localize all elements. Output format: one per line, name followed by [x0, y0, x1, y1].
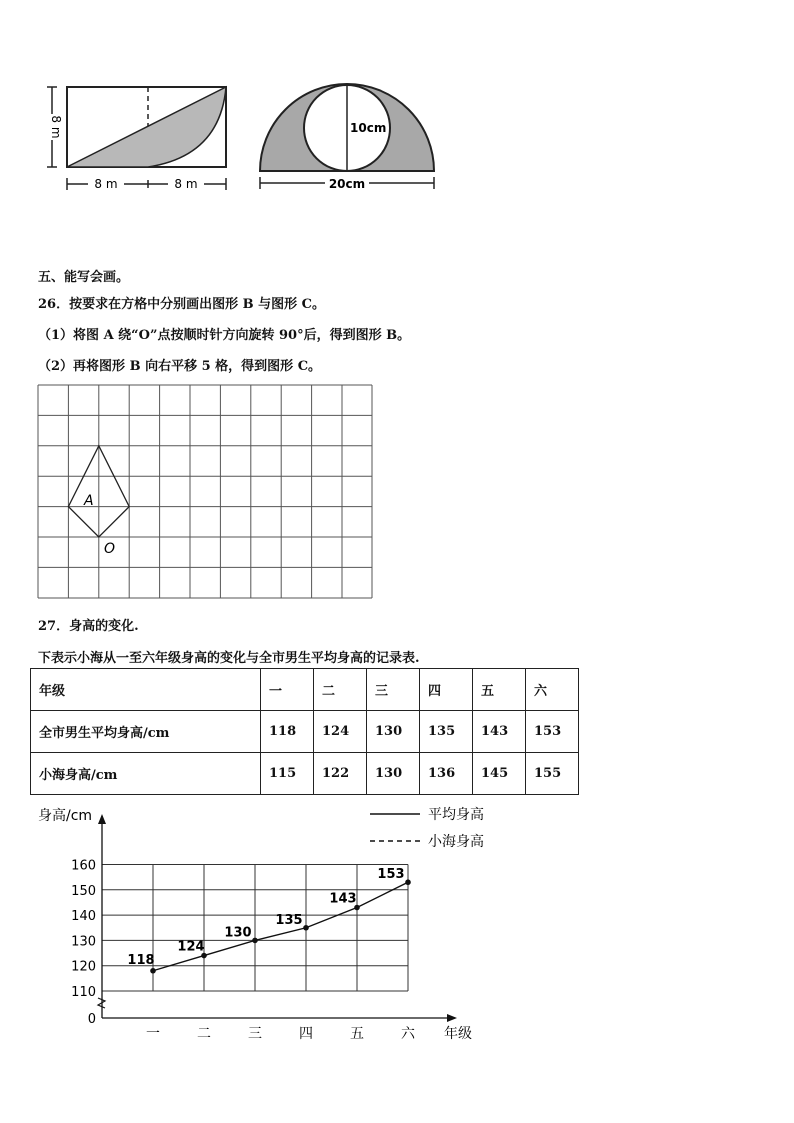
- data-label: 118: [127, 952, 155, 968]
- table-cell: 四: [420, 669, 473, 711]
- x-tick-label: 一: [146, 1026, 160, 1042]
- table-row: [31, 669, 579, 711]
- y-tick-label: 130: [71, 934, 96, 950]
- legend-label: 平均身高: [428, 807, 484, 823]
- table-cell: 124: [314, 711, 367, 753]
- height-table: [30, 668, 579, 795]
- data-label: 153: [377, 867, 405, 883]
- q27-title: 27．身高的变化.: [38, 619, 139, 634]
- table-row: [31, 711, 579, 753]
- table-cell: 五: [473, 669, 526, 711]
- x-tick-label: 四: [299, 1026, 313, 1042]
- x-tick-label: 三: [248, 1026, 262, 1042]
- rect-height-label: 8 m: [49, 115, 63, 139]
- table-row: [31, 753, 579, 795]
- table-cell: 115: [261, 753, 314, 795]
- q27-desc: 下表示小海从一至六年级身高的变化与全市男生平均身高的记录表.: [38, 651, 420, 666]
- x-tick-label: 二: [197, 1026, 211, 1042]
- table-cell: 六: [526, 669, 579, 711]
- top-figures: [40, 76, 450, 201]
- section-title: 五、能写会画。: [38, 270, 130, 285]
- data-label: 124: [177, 939, 205, 955]
- table-cell: 一: [261, 669, 314, 711]
- y-tick-label: 150: [71, 883, 96, 899]
- y-tick-label: 120: [71, 959, 96, 975]
- table-cell: 122: [314, 753, 367, 795]
- grid-lines: [38, 385, 372, 598]
- table-cell: 年级: [31, 669, 261, 711]
- data-label: 130: [224, 925, 252, 941]
- axis-break-mark: [98, 998, 105, 1008]
- x-tick-label: 六: [401, 1026, 415, 1042]
- data-point: [252, 938, 258, 944]
- q26-step1: （1）将图 A 绕“O”点按顺时针方向旋转 90°后，得到图形 B。: [38, 328, 411, 343]
- y-axis-arrow: [98, 814, 106, 824]
- table-cell: 118: [261, 711, 314, 753]
- data-point: [405, 879, 411, 885]
- data-point: [150, 968, 156, 974]
- rect-width-label-left: 8 m: [94, 177, 118, 191]
- data-label: 143: [329, 891, 357, 907]
- table-cell: 130: [367, 711, 420, 753]
- q26-title: 26．按要求在方格中分别画出图形 B 与图形 C。: [38, 297, 326, 312]
- data-point: [303, 925, 309, 931]
- semicircle-diameter-label: 10cm: [350, 121, 387, 135]
- semicircle-base-label: 20cm: [328, 177, 366, 191]
- label-a: A: [84, 493, 94, 509]
- grid-figure: [37, 384, 374, 600]
- table-cell: 136: [420, 753, 473, 795]
- y-tick-label: 0: [87, 1012, 96, 1027]
- y-axis-label: 身高/cm: [38, 808, 93, 824]
- data-label: 135: [275, 912, 303, 928]
- y-tick-label: 110: [71, 985, 96, 1000]
- table-cell: 三: [367, 669, 420, 711]
- table-cell: 小海身高/cm: [31, 753, 261, 795]
- x-tick-label: 五: [350, 1026, 364, 1042]
- table-cell: 153: [526, 711, 579, 753]
- y-tick-label: 160: [71, 858, 96, 874]
- table-cell: 145: [473, 753, 526, 795]
- table-cell: 155: [526, 753, 579, 795]
- table-cell: 二: [314, 669, 367, 711]
- semicircle-figure: [260, 84, 434, 191]
- height-line-chart: [0, 800, 794, 1050]
- x-axis-label: 年级: [444, 1026, 472, 1042]
- label-o: O: [104, 541, 116, 557]
- table-cell: 全市男生平均身高/cm: [31, 711, 261, 753]
- table-cell: 130: [367, 753, 420, 795]
- x-axis-arrow: [447, 1014, 457, 1022]
- legend-label: 小海身高: [428, 834, 484, 850]
- rectangle-figure: [44, 87, 226, 192]
- q26-step2: （2）再将图形 B 向右平移 5 格，得到图形 C。: [38, 359, 322, 374]
- table-cell: 143: [473, 711, 526, 753]
- rect-width-label-right: 8 m: [174, 177, 198, 191]
- y-tick-label: 140: [71, 909, 96, 925]
- table-cell: 135: [420, 711, 473, 753]
